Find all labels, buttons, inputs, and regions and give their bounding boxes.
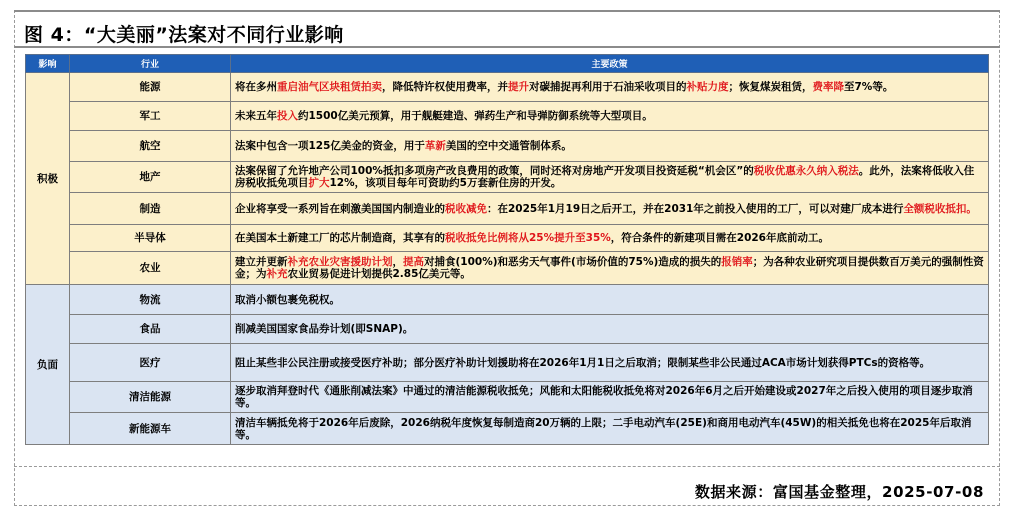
table-header-row — [26, 55, 989, 73]
industry-cell: 清洁能源 — [70, 382, 231, 413]
table-row — [26, 344, 989, 382]
industry-cell: 制造 — [70, 193, 231, 225]
highlighted-policy-text: 税收减免 — [445, 202, 487, 215]
policy-text: ；为各种农业研究项目提供数百万美元的强制性资金；为 — [235, 256, 984, 280]
policy-text: 农业贸易促进计划提供2.85亿美元等。 — [287, 268, 471, 280]
highlighted-policy-text: 补充农业灾害援助计划 — [287, 256, 393, 268]
highlighted-policy-text: 投入 — [277, 110, 298, 122]
impact-cell-negative: 负面 — [26, 285, 70, 445]
policy-cell — [231, 382, 989, 413]
policy-text: 至7%等。 — [844, 81, 894, 93]
policy-impact-table — [25, 54, 989, 445]
table-body — [26, 73, 989, 445]
policy-text: 对碳捕捉再利用于石油采收项目的 — [529, 81, 687, 93]
table-row — [26, 252, 989, 285]
industry-cell: 农业 — [70, 252, 231, 285]
policy-text: 清洁车辆抵免将于2026年后废除，2026纳税年度恢复每制造商20万辆的上限；二手电动汽车(25E)和商用电动汽车(45W)的相关抵免也将在2025年后取消等。 — [235, 416, 972, 441]
table-row — [26, 73, 989, 102]
policy-text: 建立并更新 — [235, 256, 288, 268]
policy-text: 削减美国国家食品券计划(即SNAP)。 — [235, 323, 414, 335]
policy-text: 。此外，法案将低收入住房税收抵免项目 — [235, 165, 975, 189]
industry-cell: 地产 — [70, 162, 231, 193]
industry-cell: 物流 — [70, 285, 231, 315]
impact-cell-positive: 积极 — [26, 73, 70, 285]
highlighted-policy-text: 提升 — [508, 81, 529, 93]
highlighted-policy-text: 税收抵免比例将从25%提升至35% — [445, 232, 611, 244]
industry-cell: 半导体 — [70, 225, 231, 252]
policy-text: 逐步取消拜登时代《通胀削减法案》中通过的清洁能源税收抵免；风能和太阳能税收抵免将对2026年6月之后开始建设或2027年之后投入使用的项目逐步取消等。 — [235, 385, 973, 409]
policy-text: 美国的空中交通管制体系。 — [445, 140, 572, 152]
header-industry: 行业 — [70, 55, 231, 73]
policy-cell — [231, 162, 989, 193]
table-row — [26, 225, 989, 252]
industry-cell: 食品 — [70, 315, 231, 344]
policy-cell — [231, 73, 989, 102]
highlighted-policy-text: 报销率 — [721, 256, 753, 268]
industry-cell: 新能源车 — [70, 413, 231, 445]
industry-cell: 医疗 — [70, 344, 231, 382]
policy-text: ，符合条件的新建项目需在2026年底前动工。 — [610, 232, 829, 244]
highlighted-policy-text: 税收优惠永久纳入税法 — [753, 165, 859, 177]
policy-cell — [231, 252, 989, 285]
highlighted-policy-text: 全额税收抵扣。 — [903, 202, 977, 215]
policy-cell — [231, 413, 989, 445]
data-source: 数据来源：富国基金整理，2025-07-08 — [694, 483, 984, 501]
table-row — [26, 162, 989, 193]
policy-text: 对捕食(100%)和恶劣天气事件(市场价值的75%)造成的损失的 — [424, 256, 722, 268]
policy-cell — [231, 131, 989, 162]
highlighted-policy-text: 补贴力度 — [686, 81, 729, 93]
policy-text: 取消小额包裹免税权。 — [235, 293, 340, 306]
policy-cell — [231, 285, 989, 315]
footer-divider — [14, 466, 1000, 467]
policy-text: 企业将享受一系列旨在刺激美国国内制造业的 — [235, 202, 445, 215]
policy-cell — [231, 315, 989, 344]
policy-text: 未来五年 — [235, 110, 277, 122]
policy-cell — [231, 193, 989, 225]
policy-text: 12%，该项目每年可资助约5万套新住房的开发。 — [329, 177, 562, 189]
policy-text: ：在2025年1月19日之后开工，并在2031年之前投入使用的工厂，可以对建厂成本进行 — [487, 202, 904, 215]
policy-cell — [231, 344, 989, 382]
table-row — [26, 382, 989, 413]
policy-text: 约1500亿美元预算，用于舰艇建造、弹药生产和导弹防御系统等大型项目。 — [298, 110, 653, 122]
policy-text: 法案中包含一项125亿美金的资金，用于 — [235, 140, 425, 152]
policy-text: 将在多州 — [235, 81, 277, 93]
figure-title: 图 4：“大美丽”法案对不同行业影响 — [24, 24, 344, 46]
policy-text: ；恢复煤炭租赁， — [728, 81, 813, 93]
industry-cell: 航空 — [70, 131, 231, 162]
highlighted-policy-text: 补充 — [266, 268, 288, 280]
header-impact: 影响 — [26, 55, 70, 73]
highlighted-policy-text: 费率降 — [812, 81, 844, 93]
highlighted-policy-text: 提高 — [403, 256, 424, 268]
policy-text: 在美国本土新建工厂的芯片制造商，其享有的 — [235, 232, 445, 244]
policy-text: ， — [392, 256, 403, 268]
highlighted-policy-text: 革新 — [424, 140, 446, 152]
policy-cell — [231, 225, 989, 252]
policy-text: ，降低特许权使用费率，并 — [382, 81, 508, 93]
highlighted-policy-text: 扩大 — [308, 177, 330, 189]
title-bar — [14, 10, 1000, 48]
table-row — [26, 131, 989, 162]
industry-cell: 军工 — [70, 102, 231, 131]
policy-cell — [231, 102, 989, 131]
table-row — [26, 193, 989, 225]
policy-text: 法案保留了允许地产公司100%抵扣多项房产改良费用的政策，同时还将对房地产开发项目投资延税“机会区”的 — [235, 165, 754, 177]
policy-text: 阻止某些非公民注册或接受医疗补助；部分医疗补助计划援助将在2026年1月1日之后取消；限制某些非公民通过ACA市场计划获得PTCs的资格等。 — [235, 356, 931, 369]
table-row — [26, 413, 989, 445]
header-policy: 主要政策 — [231, 55, 989, 73]
industry-cell: 能源 — [70, 73, 231, 102]
highlighted-policy-text: 重启油气区块租赁拍卖 — [277, 81, 382, 93]
table-row — [26, 315, 989, 344]
table-row — [26, 102, 989, 131]
table-row — [26, 285, 989, 315]
